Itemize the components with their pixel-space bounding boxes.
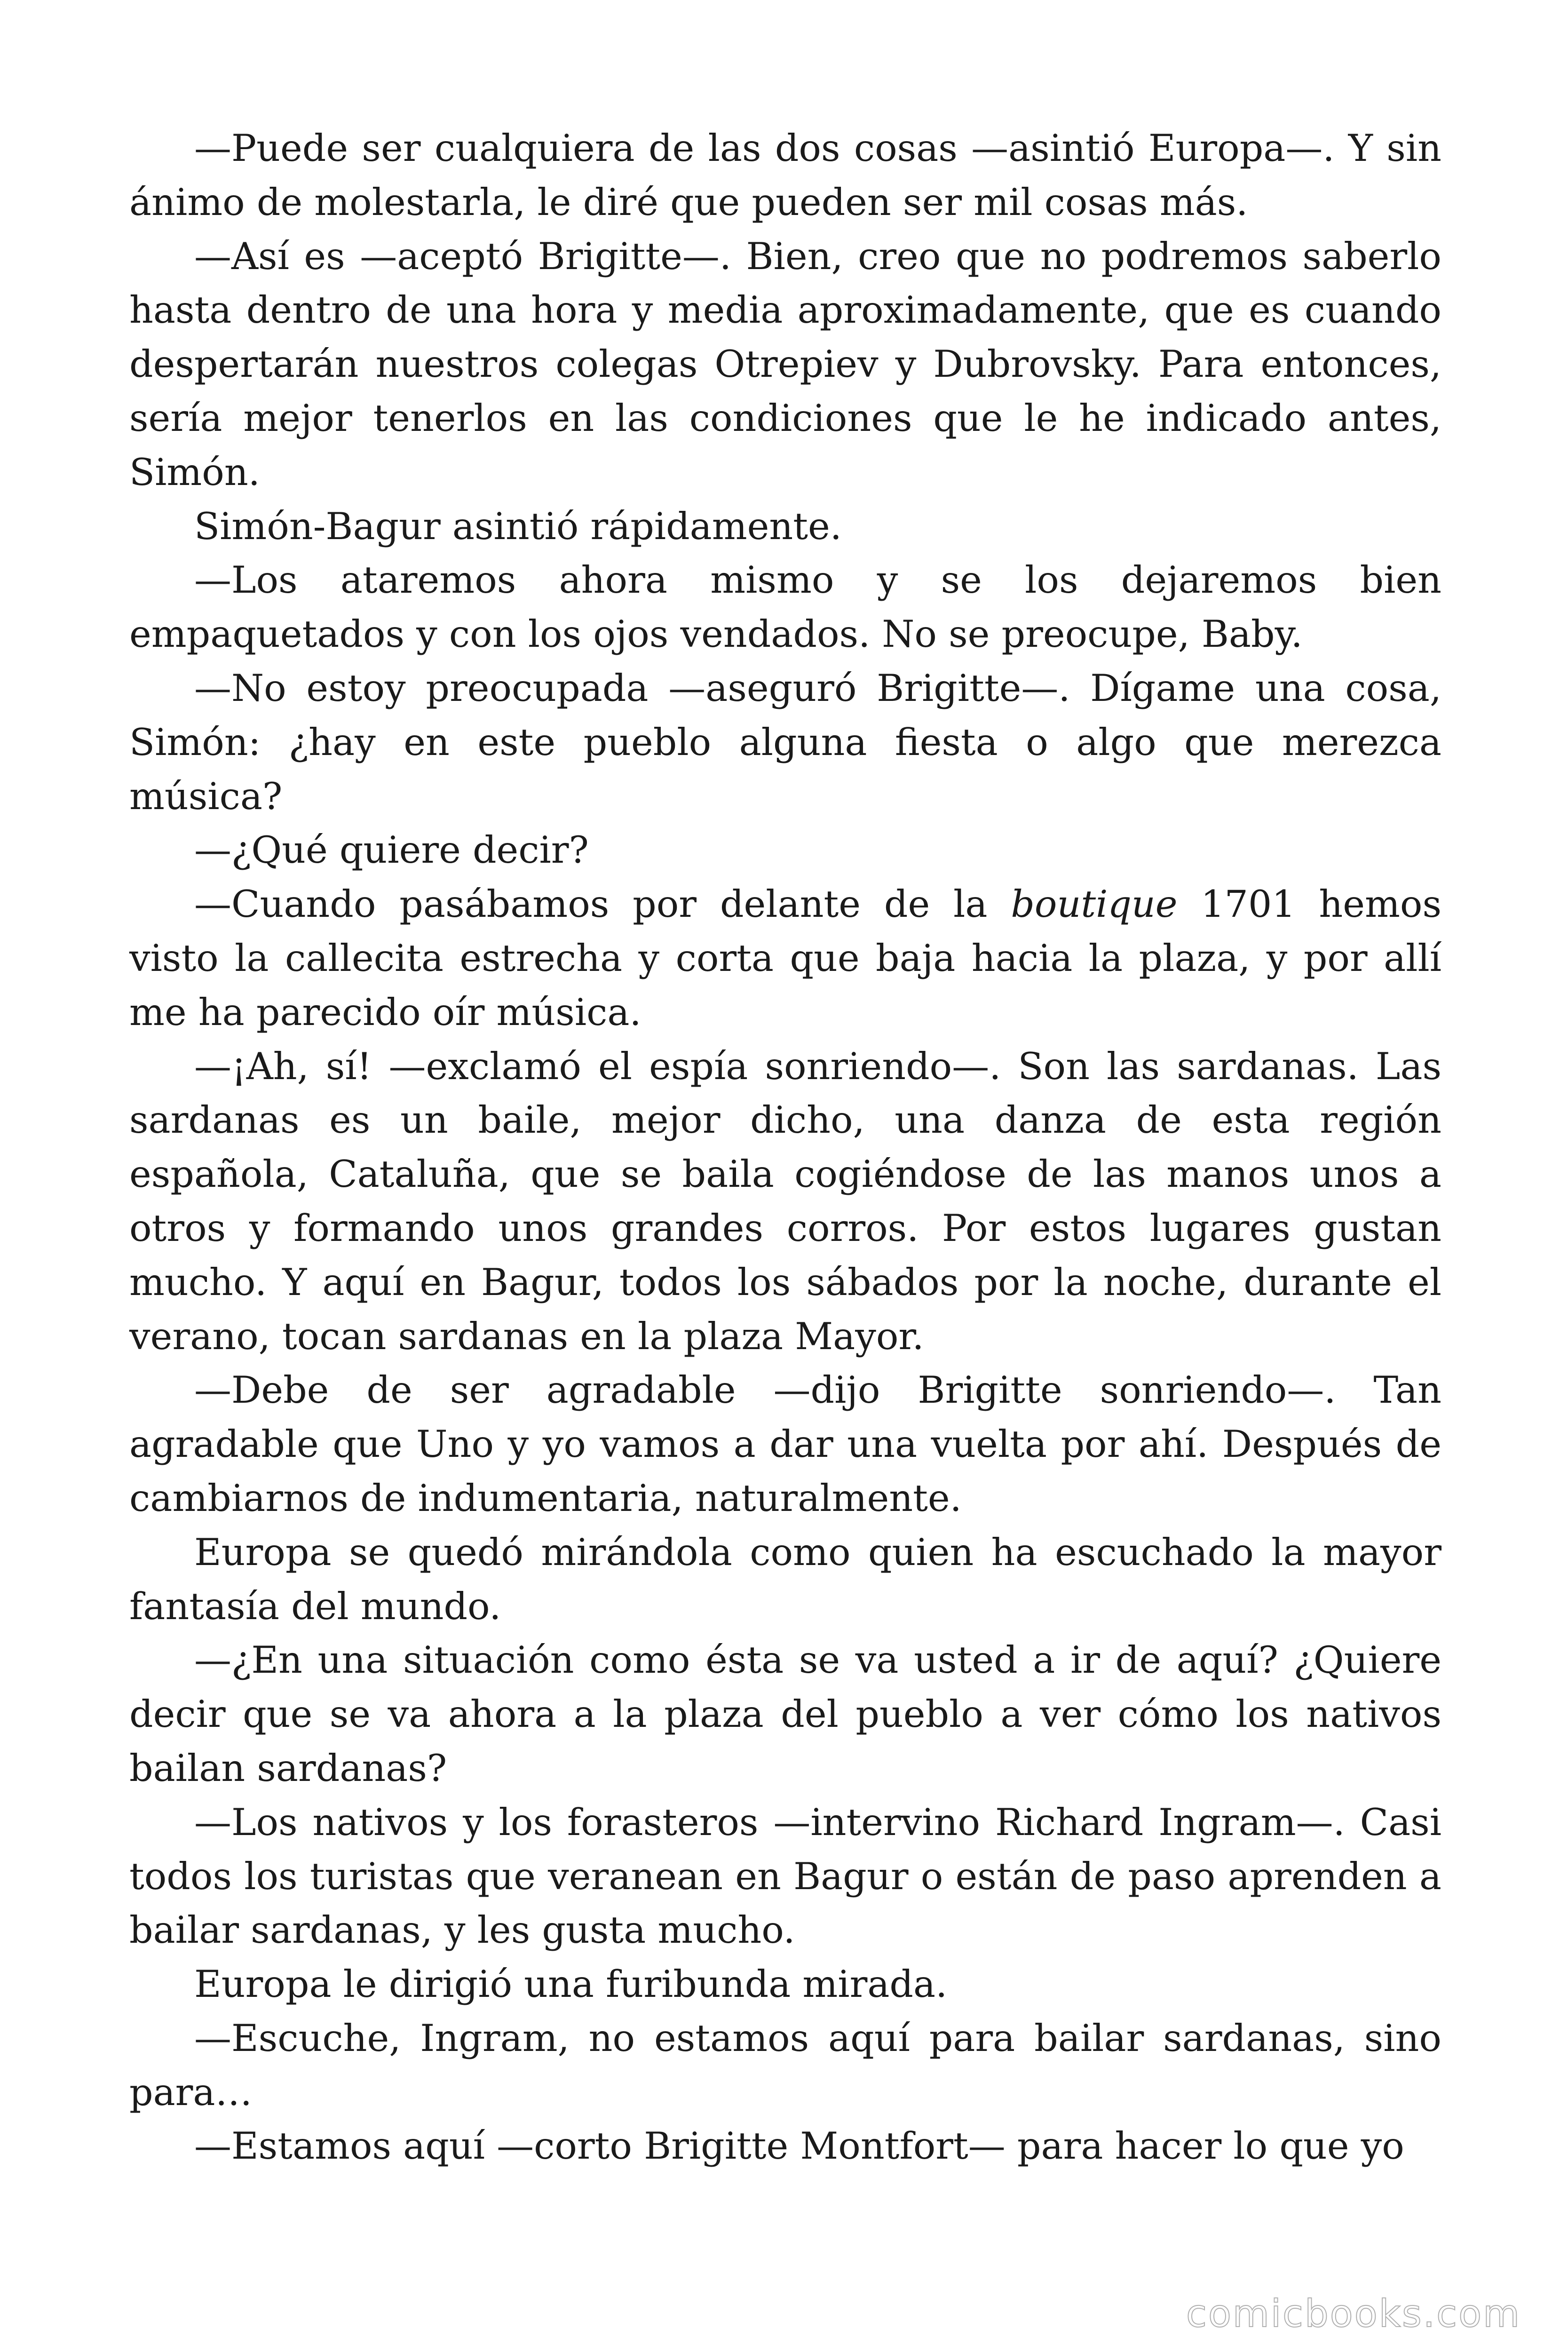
paragraph: —Así es —aceptó Brigitte—. Bien, creo que no podremos saberlo hasta dentro de una hora y media aproximadamente, que es cuando despertarán nuestros colegas Otrepiev y Dubrovsky. Para entonces, sería mejor tenerlos en las condiciones que le he indicado antes, Simón. bbox=[129, 234, 1441, 494]
paragraph: —Debe de ser agradable —dijo Brigitte sonriendo—. Tan agradable que Uno y yo vamos a dar una vuelta por ahí. Después de cambiarnos de indumentaria, naturalmente. bbox=[129, 1368, 1441, 1520]
paragraph: —¿Qué quiere decir? bbox=[194, 828, 589, 872]
paragraph: —No estoy preocupada —aseguró Brigitte—. Dígame una cosa, Simón: ¿hay en este pueblo alguna fiesta o algo que merezca música? bbox=[129, 666, 1441, 818]
paragraph: —¡Ah, sí! —exclamó el espía sonriendo—. Son las sardanas. Las sardanas es un baile, mejor dicho, una danza de esta región española, Cataluña, que se baila cogiéndose de las manos unos a otros y formando unos grandes corros. Por estos lugares gustan mucho. Y aquí en Bagur, todos los sábados por la noche, durante el verano, tocan sardanas en la plaza Mayor. bbox=[129, 1044, 1441, 1358]
paragraph: —Escuche, Ingram, no estamos aquí para bailar sardanas, sino para… bbox=[129, 2016, 1441, 2114]
paragraph: —¿En una situación como ésta se va usted a ir de aquí? ¿Quiere decir que se va ahora a la plaza del pueblo a ver cómo los nativos bailan sardanas? bbox=[129, 1638, 1441, 1790]
paragraph: Europa le dirigió una furibunda mirada. bbox=[194, 1963, 948, 2006]
watermark: comicbooks.com bbox=[1186, 2292, 1521, 2336]
paragraph-boutique bbox=[129, 877, 1441, 1039]
italic-word: boutique bbox=[1011, 882, 1178, 926]
paragraph: —Los ataremos ahora mismo y se los dejaremos bien empaquetados y con los ojos vendados. No se preocupe, Baby. bbox=[129, 558, 1441, 656]
paragraph: Simón-Bagur asintió rápidamente. bbox=[194, 504, 842, 548]
paragraph: —Puede ser cualquiera de las dos cosas —asintió Europa—. Y sin ánimo de molestarla, le diré que pueden ser mil cosas más. bbox=[129, 127, 1441, 224]
page-body bbox=[129, 121, 1441, 2173]
paragraph-text: —Cuando pasábamos por delante de la bbox=[194, 882, 1011, 926]
paragraph-last: —Estamos aquí —corto Brigitte Montfort— para hacer lo que yo bbox=[194, 2124, 1404, 2168]
paragraph: —Los nativos y los forasteros —intervino Richard Ingram—. Casi todos los turistas que veranean en Bagur o están de paso aprenden a bailar sardanas, y les gusta mucho. bbox=[129, 1800, 1441, 1952]
paragraph-text: 1701 hemos visto la callecita estrecha y corta que baja hacia la plaza, y por allí me ha parecido oír música. bbox=[129, 882, 1441, 1034]
paragraph: Europa se quedó mirándola como quien ha escuchado la mayor fantasía del mundo. bbox=[129, 1530, 1441, 1628]
